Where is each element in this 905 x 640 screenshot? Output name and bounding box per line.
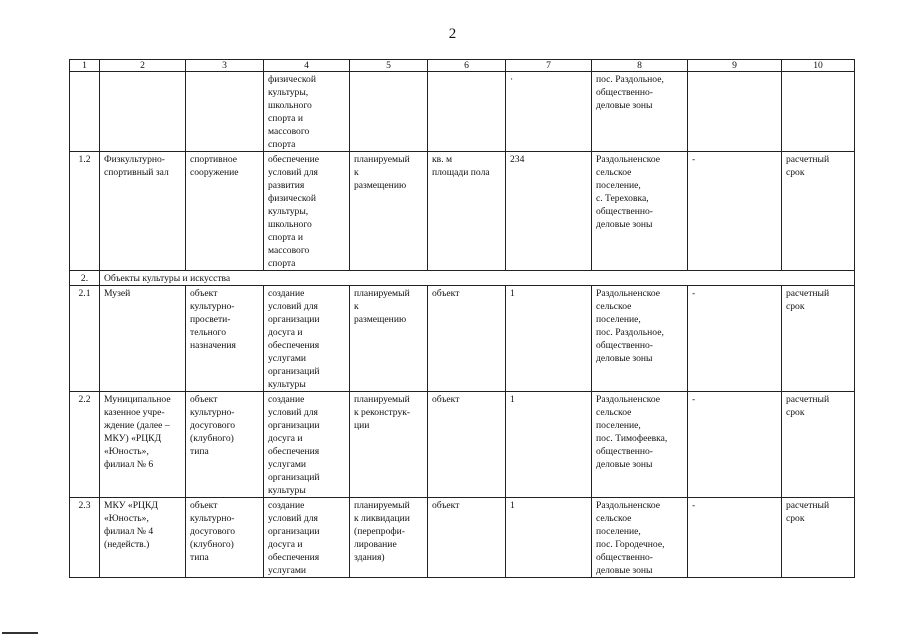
table-cell-col-2: МКУ «РЦКД «Юность», филиал № 4 (недейств.)	[100, 498, 186, 578]
column-number-4: 4	[264, 60, 350, 72]
table-cell-col-2	[100, 72, 186, 152]
column-number-8: 8	[592, 60, 688, 72]
table-row	[70, 152, 855, 271]
table-cell-col-5: планируемый к ликвидации (перепрофи- лирование здания)	[350, 498, 428, 578]
table-cell-col-3	[186, 72, 264, 152]
table-cell-col-5: планируемый к реконструк- ции	[350, 392, 428, 498]
table-row	[70, 286, 855, 392]
column-number-5: 5	[350, 60, 428, 72]
table-cell-col-9: -	[688, 392, 782, 498]
table-cell-col-7: 234	[506, 152, 592, 271]
column-number-3: 3	[186, 60, 264, 72]
table-cell-col-9	[688, 72, 782, 152]
table-cell-col-10: расчетный срок	[782, 286, 855, 392]
table-cell-col-1: 2.1	[70, 286, 100, 392]
table-cell-col-10: расчетный срок	[782, 152, 855, 271]
section-row	[70, 271, 855, 286]
table-cell-col-4: обеспечение условий для развития физической культуры, школьного спорта и массового спорта	[264, 152, 350, 271]
section-title: Объекты культуры и искусства	[100, 271, 855, 286]
table-cell-col-2: Физкультурно- спортивный зал	[100, 152, 186, 271]
table-cell-col-4: создание условий для организации досуга и обеспечения услугами организаций культуры	[264, 286, 350, 392]
column-number-2: 2	[100, 60, 186, 72]
table-cell-col-1	[70, 72, 100, 152]
column-number-1: 1	[70, 60, 100, 72]
table-cell-col-5	[350, 72, 428, 152]
table-cell-col-4: физической культуры, школьного спорта и массового спорта	[264, 72, 350, 152]
table-row	[70, 72, 855, 152]
table-cell-col-10: расчетный срок	[782, 392, 855, 498]
table-cell-col-6: кв. м площади пола	[428, 152, 506, 271]
table-cell-col-2: Муниципальное казенное учре- ждение (далее – МКУ) «РЦКД «Юность», филиал № 6	[100, 392, 186, 498]
table-cell-col-7: 1	[506, 498, 592, 578]
table-row	[70, 498, 855, 578]
table-cell-col-3: объект культурно- досугового (клубного) типа	[186, 392, 264, 498]
table-cell-col-1: 2.2	[70, 392, 100, 498]
table-cell-col-6: объект	[428, 286, 506, 392]
table-cell-col-7: 1	[506, 286, 592, 392]
table-cell-col-4: создание условий для организации досуга и обеспечения услугами	[264, 498, 350, 578]
page-number: 2	[448, 26, 457, 42]
table-cell-col-9: -	[688, 152, 782, 271]
table-cell-col-10: расчетный срок	[782, 498, 855, 578]
table-cell-col-5: планируемый к размещению	[350, 152, 428, 271]
table-cell-col-8: Раздольненское сельское поселение, пос. Раздольное, общественно- деловые зоны	[592, 286, 688, 392]
table-cell-col-6: объект	[428, 392, 506, 498]
footer-mark	[2, 632, 38, 634]
column-number-10: 10	[782, 60, 855, 72]
table-cell-col-1: 1.2	[70, 152, 100, 271]
table-row	[70, 392, 855, 498]
column-number-7: 7	[506, 60, 592, 72]
table-cell-col-3: спортивное сооружение	[186, 152, 264, 271]
table-header-row	[70, 60, 855, 72]
table-cell-col-1: 2.3	[70, 498, 100, 578]
table-cell-col-9: -	[688, 286, 782, 392]
table-cell-col-8: Раздольненское сельское поселение, пос. Тимофеевка, общественно- деловые зоны	[592, 392, 688, 498]
table-cell-col-8: пос. Раздольное, общественно- деловые зоны	[592, 72, 688, 152]
column-number-6: 6	[428, 60, 506, 72]
table-cell-col-8: Раздольненское сельское поселение, с. Тереховка, общественно- деловые зоны	[592, 152, 688, 271]
column-number-9: 9	[688, 60, 782, 72]
table-cell-col-3: объект культурно- досугового (клубного) типа	[186, 498, 264, 578]
objects-table	[69, 59, 855, 578]
table-cell-col-6: объект	[428, 498, 506, 578]
table-cell-col-10	[782, 72, 855, 152]
table-cell-col-4: создание условий для организации досуга и обеспечения услугами организаций культуры	[264, 392, 350, 498]
table-cell-col-3: объект культурно- просвети- тельного назначения	[186, 286, 264, 392]
table-cell-col-7: 1	[506, 392, 592, 498]
table-cell-col-9: -	[688, 498, 782, 578]
table-cell-col-7: ·	[506, 72, 592, 152]
table-cell-col-5: планируемый к размещению	[350, 286, 428, 392]
table-cell-col-6	[428, 72, 506, 152]
table-cell-col-2: Музей	[100, 286, 186, 392]
section-number: 2.	[70, 271, 100, 286]
table-cell-col-8: Раздольненское сельское поселение, пос. Городечное, общественно- деловые зоны	[592, 498, 688, 578]
